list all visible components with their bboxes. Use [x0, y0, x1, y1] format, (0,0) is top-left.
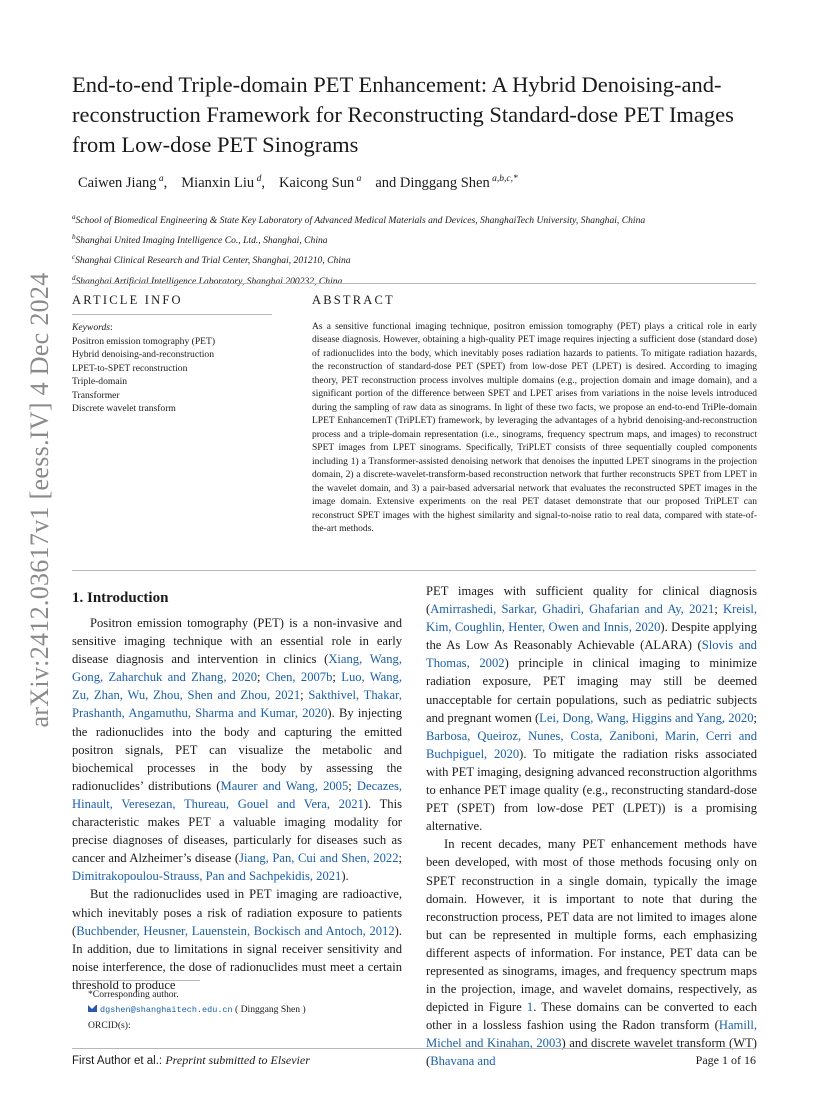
author-name: Caiwen Jiang [78, 174, 157, 191]
keyword-item: Transformer [72, 389, 120, 401]
author-name: Kaicong Sun [278, 174, 355, 191]
corresponding-author-note: *Corresponding author. [88, 989, 179, 1000]
header-divider [72, 283, 756, 284]
citation-link[interactable]: Buchbender, Heusner, Lauenstein, Bockisch and Antoch, 2012 [76, 923, 395, 938]
affiliation-list [72, 209, 645, 290]
author-affiliation-marker: a,b,c,* [489, 174, 518, 184]
keyword-item: LPET-to-SPET reconstruction [72, 362, 188, 374]
citation-link[interactable]: 1 [526, 1000, 534, 1015]
citation-link[interactable]: Decazes, Hinault, Veresezan, Thureau, Gouel and Vera, 2021 [72, 778, 402, 811]
paper-title: End-to-end Triple-domain PET Enhancement: A Hybrid Denoising-and-reconstruction Framework for Reconstructing Standard-dose PET Images from Low-dose PET Sinograms [72, 72, 734, 157]
abstract-divider [72, 570, 756, 571]
intro-paragraph-1: Positron emission tomography (PET) is a non-invasive and sensitive imaging technique with an essential role in early disease diagnosis and intervention in clinics (Xiang, Wang, Gong, Zaharchuk and Zhang, 2020; Chen, 2007b; Luo, Wang, Zu, Zhan, Wu, Zhou, Shen and Zhou, 2021; Sakthivel, Thakar, Prashanth, Angamuthu, Sharma and Kumar, 2020). By injecting the radionuclides into the body and capturing the emitted positron signals, PET can visualize the metabolic and biochemical processes in the body by assessing the radionuclides’ distributions (Maurer and Wang, 2005; Decazes, Hinault, Veresezan, Thureau, Gouel and Vera, 2021). This characteristic makes PET a valuable imaging modality for precise diagnoses of diseases, particularly for diseases such as cancer and Alzheimer’s disease (Jiang, Pan, Cui and Shen, 2022; Dimitrakopoulou-Strauss, Pan and Sachpekidis, 2021). [72, 616, 403, 884]
article-info-heading: ARTICLE INFO [72, 293, 183, 307]
footer-left [72, 1053, 310, 1068]
keyword-item: Positron emission tomography (PET) [72, 335, 216, 347]
citation-link[interactable]: Xiang, Wang, Gong, Zaharchuk and Zhang, 2020 [72, 652, 402, 685]
author-affiliation-marker: a [156, 174, 164, 184]
footer-author: First Author et al.: [72, 1055, 163, 1067]
author-email-link[interactable]: dgshen@shanghaitech.edu.cn [100, 1005, 233, 1015]
arxiv-identifier-stamp [20, 272, 60, 728]
intro-paragraph-3: In recent decades, many PET enhancement methods have been developed, with most of those methods focusing only on SPET reconstruction in a single domain, typically the image domain. However, it is important to note that during the reconstruction process, PET data are not limited to images alone but can be represented in multiple forms, each emphasizing different aspects of information. For instance, PET data can be represented as sinograms, images, and frequency spectrum maps in the projection, image, and wavelet domains, respectively, as depicted in Figure 1. These domains can be converted to each other in a lossless fashion using the Radon transform (Hamill, Michel and Kinahan, 2003) and discrete wavelet transform (WT) (Bhavana and [426, 837, 757, 1069]
author-name: and Dinggang Shen [375, 174, 490, 191]
citation-link[interactable]: Barbosa, Queiroz, Nunes, Costa, Zaniboni, Marin, Cerri and Buchpiguel, 2020 [426, 728, 757, 761]
email-owner: ( Dinggang Shen ) [235, 1004, 306, 1015]
intro-left-column [72, 588, 402, 994]
page-number: Page 1 of 16 [695, 1053, 756, 1067]
citation-link[interactable]: Maurer and Wang, 2005 [220, 778, 349, 793]
author-name: Mianxin Liu [181, 174, 255, 191]
affiliation-item: $^b$Shanghai United Imaging Intelligence Co., Ltd., Shanghai, China [72, 233, 328, 247]
citation-link[interactable]: Hamill, Michel and Kinahan, 2003 [426, 1018, 757, 1051]
intro-right-column [426, 582, 757, 1071]
arxiv-identifier-text: arXiv:2412.03617v1 [eess.IV] 4 Dec 2024 [25, 272, 54, 728]
citation-link[interactable]: Dimitrakopoulou-Strauss, Pan and Sachpekidis, 2021 [72, 869, 342, 884]
abstract-heading: ABSTRACT [312, 293, 395, 307]
footer-rule [72, 1048, 756, 1049]
author-list: Caiwen Jiang $^a$, Mianxin Liu $^d$, Kaicong Sun $^a$ and Dinggang Shen $^{a,b,c,*}$ [78, 174, 518, 191]
keywords-label: Keywords [72, 322, 111, 333]
citation-link[interactable]: Chen, 2007b [265, 670, 333, 685]
keywords-block: Keywords: Positron emission tomography (PET) Hybrid denoising-and-reconstruction LPET-to-SPET reconstruction Triple-domain Transformer Discrete wavelet transform [72, 321, 282, 416]
affiliation-item: $^d$Shanghai Artificial Intelligence Laboratory, Shanghai 200232, China [72, 273, 343, 287]
citation-link[interactable]: Slovis and Thomas, 2002 [426, 638, 757, 671]
affiliation-item: $^a$School of Biomedical Engineering & State Key Laboratory of Advanced Medical Materials and Devices, ShanghaiTech University, Shanghai, China [72, 213, 646, 227]
keyword-item: Triple-domain [72, 376, 128, 387]
abstract-text: As a sensitive functional imaging technique, positron emission tomography (PET) plays a critical role in early disease diagnosis. However, obtaining a high-quality PET image requires injecting a sufficient dose (standard dose) of radionuclides into the body, which inevitably poses radiation hazards to patients. To mitigate radiation hazards, the reconstruction of standard-dose PET (SPET) from low-dose PET (LPET) is desired. According to imaging theory, PET reconstruction process involves multiple domains (e.g., projection domain and image domain), and a significant portion of the difference between SPET and LPET arises from variations in the noise levels introduced during the sampling of raw data as sinograms. In light of these two facts, we propose an end-to-end TriPle-domain LPET EnhancemenT (TriPLET) framework, by leveraging the advantages of a hybrid denoising-and-reconstruction process and a triple-domain representation (i.e., sinograms, frequency spectrum maps, and images) to reconstruct SPET images from LPET sinograms. Specifically, TriPLET consists of three sequentially coupled components including 1) a Transformer-assisted denoising network that denoises the inputted LPET sinograms in the projection domain, 2) a discrete-wavelet-transform-based reconstruction network that further reconstructs SPET from LPET in the wavelet domain, and 3) a pair-based adversarial network that evaluates the reconstructed SPET images in the image domain. Extensive experiments on the real PET dataset demonstrate that our proposed TriPLET can reconstruct SPET images with the highest similarity and signal-to-noise ratio to real data, compared with state-of-the-art methods. [312, 322, 757, 535]
author-affiliation-marker: d [254, 174, 262, 184]
email-icon [88, 1005, 97, 1012]
citation-link[interactable]: Bhavana and [430, 1054, 496, 1069]
footer-journal: Preprint submitted to Elsevier [165, 1053, 310, 1067]
citation-link[interactable]: Jiang, Pan, Cui and Shen, 2022 [239, 851, 399, 866]
footnote-rule [80, 980, 200, 981]
citation-link[interactable]: Sakthivel, Thakar, Prashanth, Angamuthu, Sharma and Kumar, 2020 [72, 688, 402, 721]
orcid-label: ORCID(s): [88, 1020, 131, 1031]
intro-paragraph-2: But the radionuclides used in PET imaging are radioactive, which inevitably poses a risk of radiation exposure to patients (Buchbender, Heusner, Lauenstein, Bockisch and Antoch, 2012). In addition, due to limitations in signal receiver sensitivity and noise interference, the dose of radionuclides must meet a certain threshold to produce [72, 887, 402, 992]
keyword-item: Discrete wavelet transform [72, 403, 176, 414]
keyword-item: Hybrid denoising-and-reconstruction [72, 349, 215, 360]
citation-link[interactable]: Kreisl, Kim, Coughlin, Henter, Owen and Innis, 2020 [426, 602, 757, 635]
footnote [88, 987, 306, 1033]
citation-link[interactable]: Amirrashedi, Sarkar, Ghadiri, Ghafarian and Ay, 2021 [430, 602, 715, 617]
citation-link[interactable]: Lei, Dong, Wang, Higgins and Yang, 2020 [539, 710, 754, 725]
intro-paragraph-continued: PET images with sufficient quality for clinical diagnosis (Amirrashedi, Sarkar, Ghadiri, Ghafarian and Ay, 2021; Kreisl, Kim, Coughlin, Henter, Owen and Innis, 2020). Despite applying the As Low As Reasonably Achievable (ALARA) (Slovis and Thomas, 2002) principle in clinical imaging to minimize radiation exposure, PET imaging may still be deemed unacceptable for certain populations, such as pediatric subjects and pregnant women (Lei, Dong, Wang, Higgins and Yang, 2020; Barbosa, Queiroz, Nunes, Costa, Zaniboni, Marin, Cerri and Buchpiguel, 2020). To mitigate the radiation risks associated with PET imaging, designing advanced reconstruction algorithms to enhance PET image quality (e.g., reconstructing standard-dose PET (SPET) from low-dose PET (LPET)) is a promising alternative. [426, 584, 758, 834]
intro-heading: 1. Introduction [72, 590, 169, 606]
author-affiliation-marker: a [354, 174, 362, 184]
keywords-list [72, 335, 282, 416]
article-info-rule [72, 314, 272, 315]
affiliation-item: $^c$Shanghai Clinical Research and Trial Center, Shanghai, 201210, China [72, 253, 351, 267]
citation-link[interactable]: Luo, Wang, Zu, Zhan, Wu, Zhou, Shen and Zhou, 2021 [72, 670, 402, 703]
